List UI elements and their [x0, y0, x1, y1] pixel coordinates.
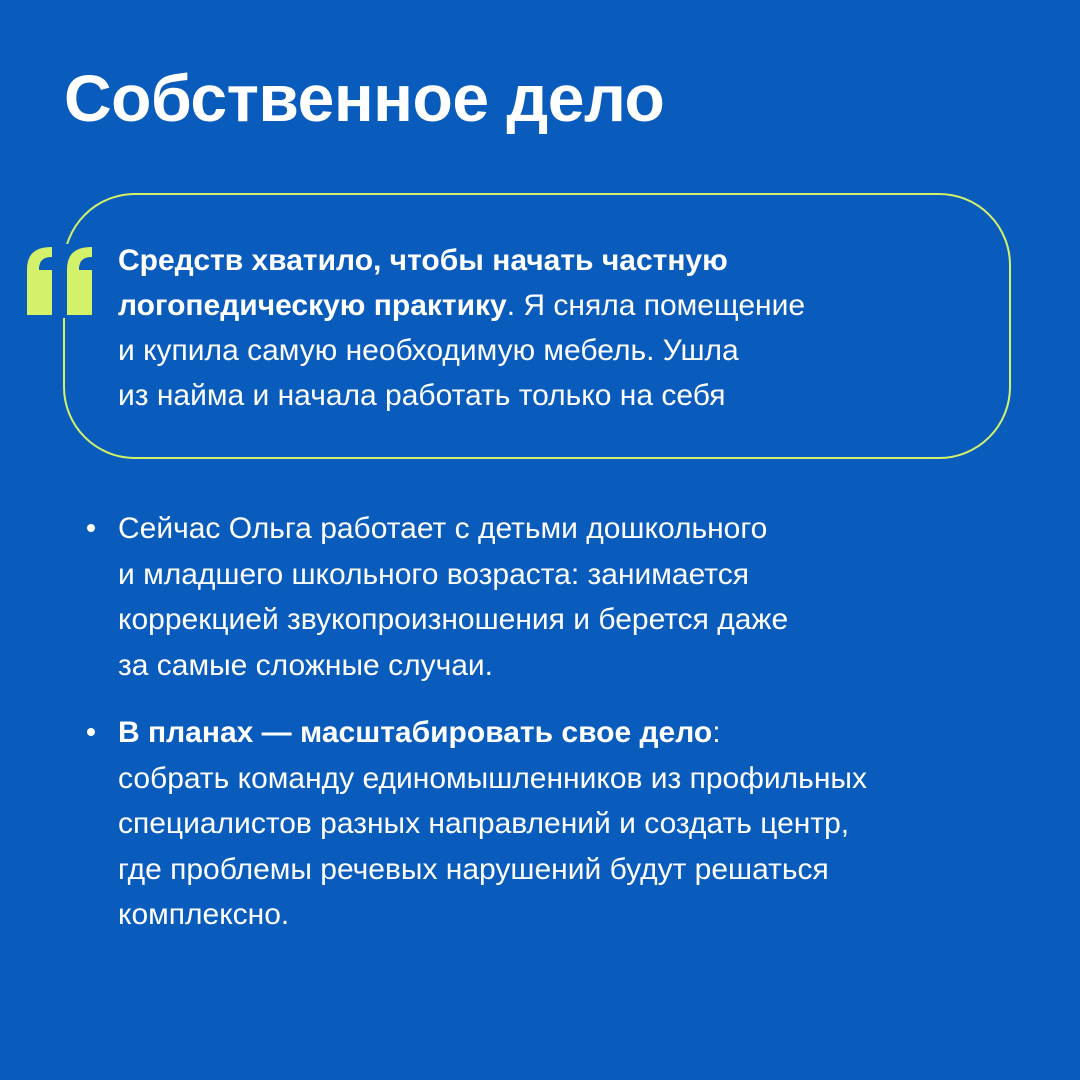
- quote-line: Средств хватило, чтобы начать частную: [118, 244, 728, 277]
- bullet-dot-icon: [87, 728, 95, 736]
- quote-line: из найма и начала работать только на себя: [118, 379, 726, 412]
- quote-mark-icon: [25, 244, 97, 318]
- bullet-line: за самые сложные случаи.: [118, 648, 493, 682]
- bullet-dot-icon: [87, 524, 95, 532]
- bullet-line: специалистов разных направлений и создать центр,: [118, 807, 850, 840]
- quote-line: логопедическую практику. Я сняла помещение: [118, 289, 806, 322]
- bullet-item-plans: [118, 710, 1048, 938]
- bullet-line: где проблемы речевых нарушений будут решаться: [118, 852, 829, 886]
- bullet-line: собрать команду единомышленников из профильных: [118, 761, 867, 795]
- bullet-list: [118, 506, 1048, 960]
- bullet-item-current-work: [118, 506, 1048, 688]
- bullet-line: комплексно.: [118, 898, 290, 931]
- bullet-line: Сейчас Ольга работает с детьми дошкольного: [118, 512, 768, 545]
- quote-text: [118, 238, 998, 418]
- bullet-line: коррекцией звукопроизношения и берется даже: [118, 603, 789, 636]
- bullet-line: В планах — масштабировать свое дело:: [118, 716, 721, 749]
- page-title: Собственное дело: [64, 61, 665, 135]
- quote-line: и купила самую необходимую мебель. Ушла: [118, 334, 739, 367]
- bullet-line: и младшего школьного возраста: занимается: [118, 557, 749, 591]
